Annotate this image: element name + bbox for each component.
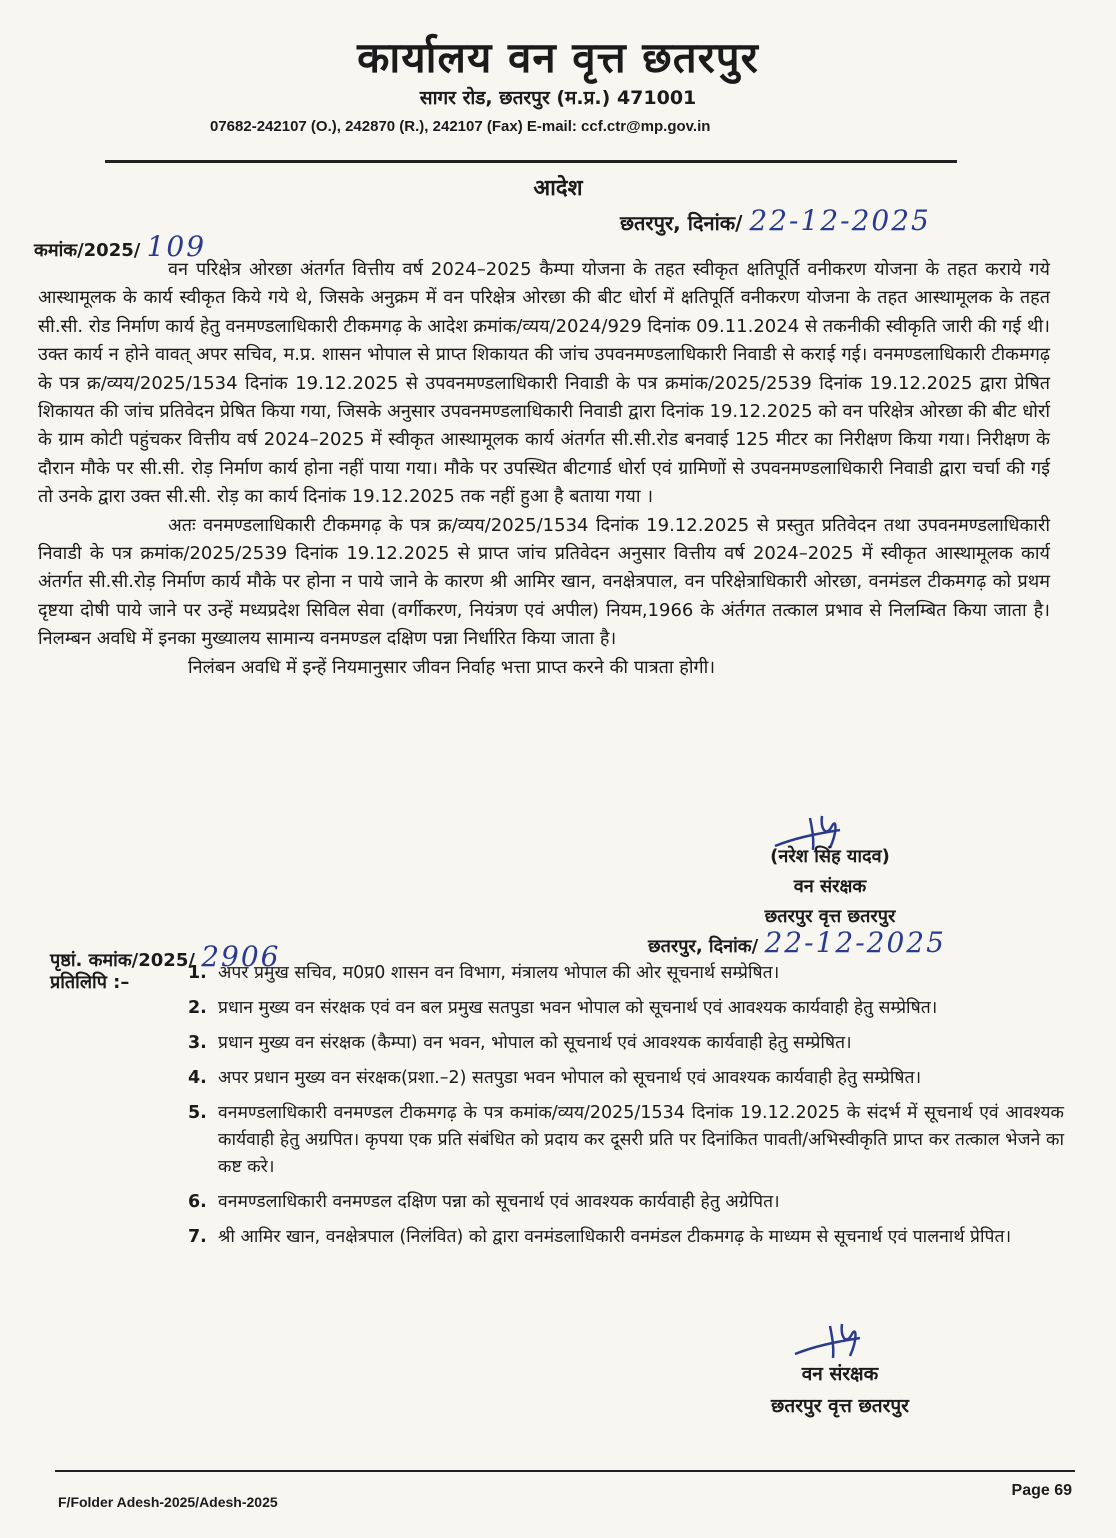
order-number-label: कमांक/2025/ <box>34 240 141 261</box>
signatory2-designation: वन संरक्षक <box>801 1363 879 1385</box>
copy-item: 3. प्रधान मुख्य वन संरक्षक (कैम्पा) वन भवन, भोपाल को सूचनार्थ एवं आवश्यक कार्यवाही हेतु सम्प्रेषित। <box>188 1033 852 1053</box>
copy-item: 4. अपर प्रधान मुख्य वन संरक्षक(प्रशा.–2) सतपुडा भवन भोपाल को सूचनार्थ एवं आवश्यक कार्यवाही हेतु सम्प्रेषित। <box>188 1068 922 1088</box>
footer-rule <box>55 1470 1075 1472</box>
endorsement-place-date <box>648 926 946 959</box>
endorsement-number-label: पृष्ठां. कमांक/2025/ <box>50 950 195 971</box>
office-address: सागर रोड, छतरपुर (म.प्र.) 471001 <box>419 87 697 109</box>
order-number-handwritten: 109 <box>146 230 207 263</box>
order-place-date <box>620 204 931 237</box>
signatory-block <box>700 842 960 932</box>
order-body <box>38 256 1050 682</box>
order-paragraph: वन परिक्षेत्र ओरछा अंतर्गत वित्तीय वर्ष 2024–2025 कैम्पा योजना के तहत स्वीकृत क्षतिपूर्ति वनीकरण योजना के तहत कराये गये आस्थामूलक के कार्य स्वीकृत किये गये थे, जिसके अनुक्रम में वन परिक्षेत्र ओरछा की बीट धोर्रा में क्षतिपूर्ति वनीकरण योजना के तहत आस्थामूलक के तहत सी.सी. रोड निर्माण कार्य हेतु वनमण्डलाधिकारी टीकमगढ़ के आदेश क्रमांक/व्यय/2024/929 दिनांक 09.11.2024 से तकनीकी स्वीकृति जारी की गई थी। उक्त कार्य न होने वावत् अपर सचिव, म.प्र. शासन भोपाल से प्राप्त शिकायत की जांच उपवनमण्डलाधिकारी निवाडी से कराई गई। वनमण्डलाधिकारी टीकमगढ़ के पत्र क्र/व्यय/2025/1534 दिनांक 19.12.2025 से उपवनमण्डलाधिकारी निवाडी के पत्र क्रमांक/2025/2539 दिनांक 19.12.2025 द्वारा प्रेषित शिकायत की जांच प्रतिवेदन प्रेषित किया गया, जिसके अनुसार उपवनमण्डलाधिकारी निवाडी द्वारा दिनांक 19.12.2025 को वन परिक्षेत्र ओरछा की बीट धोर्रा के ग्राम कोटी पहुंचकर वित्तीय वर्ष 2024–2025 में स्वीकृत आस्थामूलक कार्य अंतर्गत सी.सी.रोड बनवाई 125 मीटर का निरीक्षण किया गया। निरीक्षण के दौरान मौके पर सी.सी. रोड़ निर्माण कार्य होना नहीं पाया गया। मौके पर उपस्थित बीटगार्ड धोर्रा एवं ग्रामिणों से उपवनमण्डलाधिकारी निवाडी द्वारा चर्चा की गई तो उनके द्वारा उक्त सी.सी. रोड़ का कार्य दिनांक 19.12.2025 तक नहीं हुआ है बताया गया । <box>38 259 1050 508</box>
signatory-name: (नरेश सिंह यादव) <box>770 846 890 867</box>
order-paragraph: अतः वनमण्डलाधिकारी टीकमगढ़ के पत्र क्र/व्यय/2025/1534 दिनांक 19.12.2025 से प्रस्तुत प्रतिवेदन तथा उपवनमण्डलाधिकारी निवाडी के पत्र क्रमांक/2025/2539 दिनांक 19.12.2025 से प्राप्त जांच प्रतिवेदन अनुसार वित्तीय वर्ष 2024–2025 में स्वीकृत आस्थामूलक कार्य अंतर्गत सी.सी.रोड़ निर्माण कार्य मौके पर होना न पाये जाने के कारण श्री आमिर खान, वनक्षेत्रपाल, वन परिक्षेत्राधिकारी ओरछा, वनमंडल टीकमगढ़ को प्रथम दृष्टया दोषी पाये जाने पर उन्हें मध्यप्रदेश सिविल सेवा (वर्गीकरण, नियंत्रण एवं अपील) नियम,1966 के अंर्तगत तत्काल प्रभाव से निलम्बित किया जाता है। निलम्बन अवधि में इनका मुख्यालय सामान्य वनमण्डल दक्षिण पन्ना निर्धारित किया जाता है। <box>38 514 1050 650</box>
order-date-handwritten: 22-12-2025 <box>749 204 931 237</box>
copy-list <box>188 960 1064 1259</box>
copy-item: 2. प्रधान मुख्य वन संरक्षक एवं वन बल प्रमुख सतपुडा भवन भोपाल को सूचनार्थ एवं आवश्यक कार्यवाही हेतु सम्प्रेषित। <box>188 998 938 1018</box>
office-contact: 07682-242107 (O.), 242870 (R.), 242107 (Fax) E-mail: ccf.ctr@mp.gov.in <box>210 118 711 135</box>
copy-item: 1. अपर प्रमुख सचिव, म0प्र0 शासन वन विभाग, मंत्रालय भोपाल की ओर सूचनार्थ सम्प्रेषित। <box>188 963 780 983</box>
endorsement-place-date-label: छतरपुर, दिनांक/ <box>648 936 759 957</box>
endorsement-number-handwritten: 2906 <box>201 940 281 973</box>
endorsement-date-handwritten: 22-12-2025 <box>764 926 946 959</box>
signatory-office: छतरपुर वृत्त छतरपुर <box>764 906 896 927</box>
signatory-designation: वन संरक्षक <box>793 876 867 897</box>
signatory2-office: छतरपुर वृत्त छतरपुर <box>771 1395 909 1417</box>
order-paragraph: निलंबन अवधि में इन्हें नियमानुसार जीवन निर्वाह भत्ता प्राप्त करने की पात्रता होगी। <box>188 656 716 678</box>
page-number: Page 69 <box>1011 1482 1072 1499</box>
copy-label: प्रतिलिपि :– <box>50 972 130 993</box>
copy-item: 7. श्री आमिर खान, वनक्षेत्रपाल (निलंवित) को द्वारा वनमंडलाधिकारी वनमंडल टीकमगढ़ के माध्यम से सूचनार्थ एवं पालनार्थ प्रेपित। <box>188 1227 1012 1247</box>
footer-file-path: F/Folder Adesh-2025/Adesh-2025 <box>58 1494 278 1510</box>
office-title: कार्यालय वन वृत्त छतरपुर <box>357 33 759 82</box>
letterhead-rule <box>105 160 957 163</box>
order-title: आदेश <box>533 176 583 201</box>
copy-item: 6. वनमण्डलाधिकारी वनमण्डल दक्षिण पन्ना को सूचनार्थ एवं आवश्यक कार्यवाही हेतु अग्रेपित। <box>188 1192 780 1212</box>
order-place-date-label: छतरपुर, दिनांक/ <box>620 211 743 235</box>
signatory-block-2 <box>720 1358 960 1422</box>
copy-item: 5. वनमण्डलाधिकारी वनमण्डल टीकमगढ़ के पत्र कमांक/व्यय/2025/1534 दिनांक 19.12.2025 के संदर्भ में सूचनार्थ एवं आवश्यक कार्यवाही हेतु अग्रपित। कृपया एक प्रति संबंधित को प्रदाय कर दूसरी प्रति पर दिनांकित पावती/अभिस्वीकृति प्राप्त कर तत्काल भेजने का कष्ट करे। <box>188 1103 1064 1177</box>
